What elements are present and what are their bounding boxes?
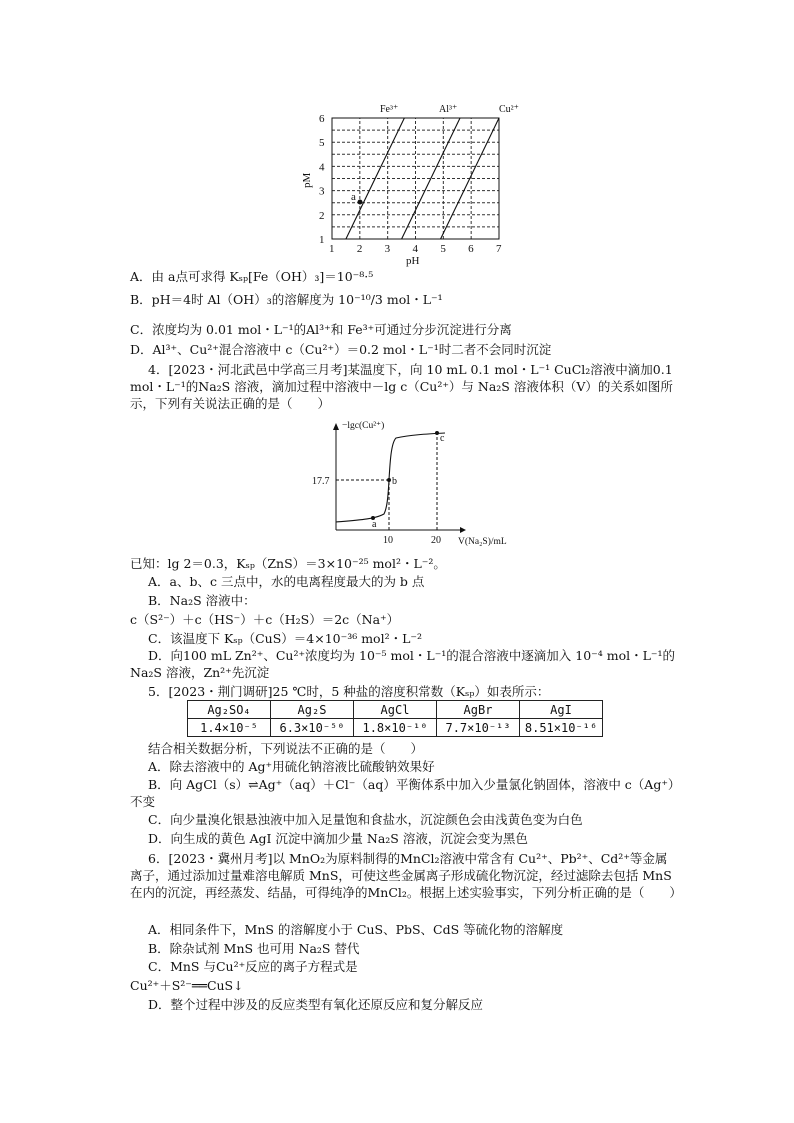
q4-option-a: A．a、b、c 三点中，水的电离程度最大的为 b 点 (148, 574, 425, 589)
x-tick-label: 5 (440, 243, 446, 255)
q5-stem: 5．[2023・荆门调研]25 ℃时，5 种盐的溶度积常数（Kₛₚ）如表所示： (148, 684, 550, 699)
q5-question: 结合相关数据分析，下列说法不正确的是（ ） (148, 741, 424, 756)
y-tick-label: 6 (319, 113, 325, 125)
q4-option-c: C．该温度下 Kₛₚ（CuS）＝4×10⁻³⁶ mol²・L⁻² (148, 631, 422, 646)
y-axis-label: −lgc(Cu²⁺) (342, 421, 385, 431)
al-line (402, 118, 460, 239)
x-tick-10: 10 (383, 535, 393, 546)
point-a (358, 200, 363, 205)
q4-option-d: D．向100 mL Zn²⁺、Cu²⁺浓度均为 10⁻⁵ mol・L⁻¹的混合溶液中逐滴加入 10⁻⁴ mol・L⁻¹的 Na₂S 溶液，Zn²⁺先沉淀 (130, 648, 676, 680)
y-axis-label: pM (301, 172, 313, 188)
q4-option-b: B．Na₂S 溶液中： (148, 593, 256, 608)
ksp-table (187, 700, 603, 737)
q5-option-b: B．向 AgCl（s）⇌Ag⁺（aq）＋Cl⁻（aq）平衡体系中加入少量氯化钠固体，溶液中 c（Ag⁺）不变 (130, 777, 675, 809)
table-cell: 1.8×10⁻¹⁰ (354, 719, 437, 737)
x-tick-label: 4 (412, 243, 418, 255)
table-header-row (188, 701, 603, 719)
x-tick-label: 2 (356, 243, 363, 255)
point-a-label: a (372, 519, 377, 530)
q3-option-d: D．Al³⁺、Cu²⁺混合溶液中 c（Cu²⁺）＝0.2 mol・L⁻¹时二者不会同时沉淀 (130, 342, 552, 357)
line-label-cu: Cu²⁺ (499, 104, 519, 115)
point-a-label: a (351, 191, 356, 203)
line-label-al: Al³⁺ (439, 104, 458, 115)
y-tick-label: 1 (319, 234, 325, 246)
q6-option-d: D．整个过程中涉及的反应类型有氧化还原反应和复分解反应 (148, 997, 484, 1012)
q4-option-b-eq: c（S²⁻）＋c（HS⁻）＋c（H₂S）＝2c（Na⁺） (130, 612, 400, 627)
table-header: Ag₂S (271, 701, 354, 719)
q3-option-b: B．pH＝4时 Al（OH）₃的溶解度为 10⁻¹⁰/3 mol・L⁻¹ (130, 292, 443, 307)
line-label-fe: Fe³⁺ (380, 104, 399, 115)
point-b (387, 478, 391, 482)
point-b-label: b (392, 476, 397, 487)
table-cell: 7.7×10⁻¹³ (437, 719, 520, 737)
x-tick-label: 1 (329, 243, 335, 255)
table-row (188, 719, 603, 737)
q5-option-d: D．向生成的黄色 AgI 沉淀中滴加少量 Na₂S 溶液，沉淀会变为黑色 (148, 831, 528, 846)
q6-option-a: A．相同条件下，MnS 的溶解度小于 CuS、PbS、CdS 等硫化物的溶解度 (148, 922, 564, 937)
point-c-label: c (440, 433, 445, 444)
y-tick-label: 4 (319, 161, 325, 174)
x-tick-label: 6 (468, 243, 474, 255)
x-tick-20: 20 (431, 535, 441, 546)
table-cell: 8.51×10⁻¹⁶ (520, 719, 603, 737)
y-tick-label: 2 (319, 209, 325, 222)
table-cell: 1.4×10⁻⁵ (188, 719, 271, 737)
x-axis-label: pH (406, 255, 420, 267)
q6-option-c-eq: Cu²⁺＋S²⁻══CuS↓ (130, 978, 244, 993)
x-tick-label: 3 (384, 243, 391, 255)
y-tick-label: 5 (319, 137, 325, 150)
table-header: AgBr (437, 701, 520, 719)
y-tick-label: 17.7 (312, 476, 330, 487)
x-tick-label: 7 (496, 243, 502, 255)
q4-stem: 4．[2023・河北武邑中学高三月考]某温度下，向 10 mL 0.1 mol・L⁻¹ CuCl₂溶液中滴加0.1 mol・L⁻¹的Na₂S 溶液，滴加过程中溶液中－lg c（Cu²⁺）与 Na₂S 溶液体积（V）的关系如图所示，下列有关说法正确的是（ ） (130, 362, 673, 411)
table-header: AgCl (354, 701, 437, 719)
table-header: AgI (520, 701, 603, 719)
table-header: Ag₂SO₄ (188, 701, 271, 719)
q6-option-b: B．除杂试剂 MnS 也可用 Na₂S 替代 (148, 941, 360, 956)
q3-option-c: C．浓度均为 0.01 mol・L⁻¹的Al³⁺和 Fe³⁺可通过分步沉淀进行分离 (130, 322, 512, 337)
figure-titration (300, 418, 520, 548)
table-cell: 6.3×10⁻⁵⁰ (271, 719, 354, 737)
figure-pm-ph (296, 100, 528, 270)
q4-known: 已知：lg 2＝0.3，Kₛₚ（ZnS）＝3×10⁻²⁵ mol²・L⁻²。 (130, 556, 446, 571)
q3-option-a: A．由 a点可求得 Kₛₚ[Fe（OH）₃]＝10⁻⁸·⁵ (130, 269, 374, 284)
point-c (435, 431, 439, 435)
q5-option-c: C．向少量溴化银悬浊液中加入足量饱和食盐水，沉淀颜色会由浅黄色变为白色 (148, 812, 583, 827)
y-tick-label: 3 (319, 185, 325, 198)
q6-stem: 6．[2023・冀州月考]以 MnO₂为原料制得的MnCl₂溶液中常含有 Cu²⁺、Pb²⁺、Cd²⁺等金属离子，通过添加过量难溶电解质 MnS，可使这些金属离子形成硫化物沉淀，经过滤除去包括 MnS 在内的沉淀，再经蒸发、结晶，可得纯净的MnCl₂。根据上述实验事实，下列分析正确的是（ ） (130, 851, 682, 900)
q5-option-a: A．除去溶液中的 Ag⁺用硫化钠溶液比硫酸钠效果好 (148, 759, 435, 774)
x-axis-label: V(Na₂S)/mL (458, 537, 507, 547)
q6-option-c: C．MnS 与Cu²⁺反应的离子方程式是 (148, 959, 358, 974)
